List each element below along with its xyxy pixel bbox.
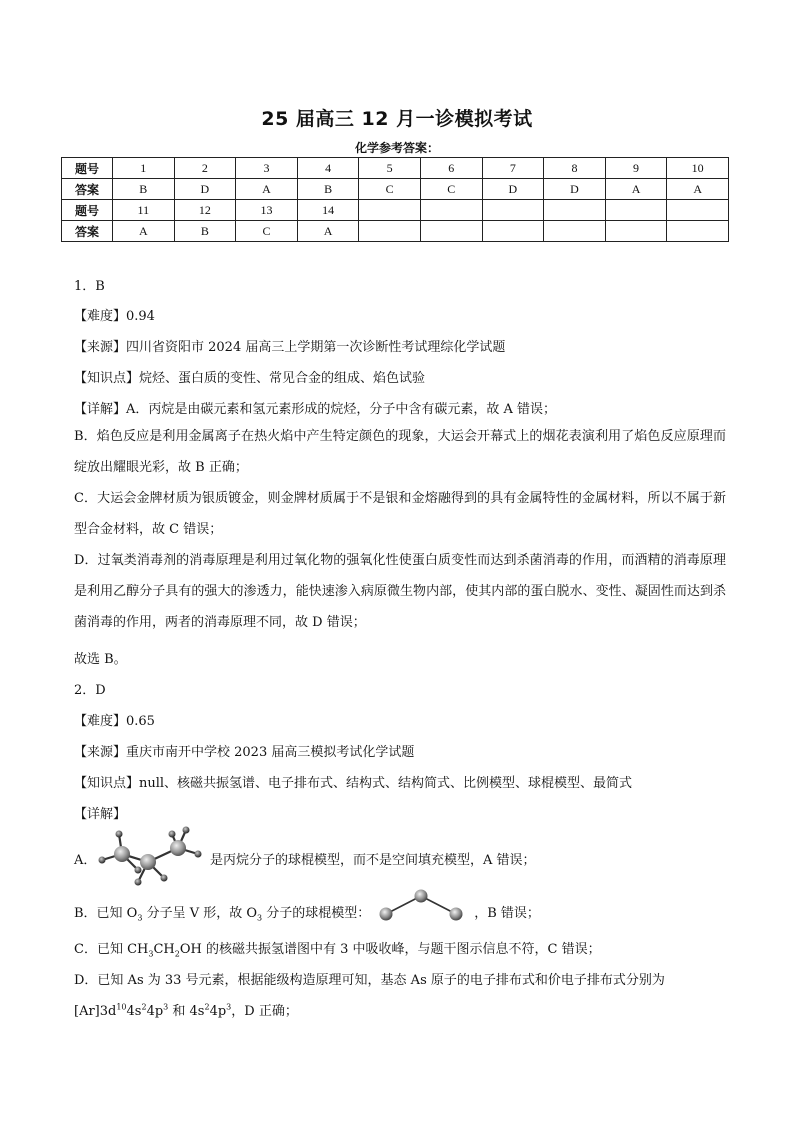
table-cell: A — [667, 179, 729, 200]
table-cell: 9 — [605, 158, 667, 179]
q2-c-text-3: OH 的核磁共振氢谱图中有 3 中吸收峰，与题干图示信息不符，C 错误； — [179, 942, 601, 957]
q1-knowledge: 【知识点】烷烃、蛋白质的变性、常见合金的组成、焰色试验 — [74, 371, 426, 386]
table-cell: 14 — [297, 200, 359, 221]
table-cell: B — [297, 179, 359, 200]
q1-detail-d: D．过氧类消毒剂的消毒原理是利用过氧化物的强氧化性使蛋白质变性而达到杀菌消毒的作用，而酒精的消毒原理是利用乙醇分子具有的强大的渗透力，能快速渗入病原微生物内部，使其内部的蛋白脱水、变性、凝固性而达到杀菌消毒的作用，两者的消毒原理不同，故 D 错误； — [74, 553, 726, 630]
table-cell — [420, 200, 482, 221]
answer-key-subtitle: 化学参考答案： — [354, 141, 439, 155]
table-cell: 11 — [113, 200, 175, 221]
d-config-sup: 2 — [141, 1002, 147, 1012]
table-cell — [359, 200, 421, 221]
q1-heading: 1．B — [74, 279, 105, 294]
d-config-part: 4s — [126, 1004, 142, 1019]
q1-conclusion: 故选 B。 — [74, 652, 127, 667]
table-row — [62, 179, 729, 200]
table-cell: 2 — [174, 158, 236, 179]
q2-b-sub-1: 3 — [137, 913, 143, 923]
q1-detail-b: B．焰色反应是利用金属离子在热火焰中产生特定颜色的现象，大运会开幕式上的烟花表演利用了焰色反应原理而绽放出耀眼光彩，故 B 正确； — [74, 429, 726, 475]
table-cell: A — [113, 221, 175, 242]
q2-b-text-4: ，B 错误； — [474, 906, 540, 921]
table-cell — [605, 200, 667, 221]
table-cell: B — [113, 179, 175, 200]
q1-detail-a: 【详解】A．丙烷是由碳元素和氢元素形成的烷烃，分子中含有碳元素，故 A 错误； — [74, 402, 557, 417]
q2-heading: 2．D — [74, 683, 106, 698]
q2-c-sub-1: 3 — [148, 949, 154, 959]
table-cell: C — [359, 179, 421, 200]
table-cell — [420, 221, 482, 242]
table-cell — [359, 221, 421, 242]
exam-title: 25 届高三 12 月一诊模拟考试 — [261, 108, 533, 130]
table-cell: A — [297, 221, 359, 242]
ozone-ball-and-stick-model — [374, 886, 470, 922]
row-label-question: 题号 — [62, 200, 113, 221]
table-cell — [667, 200, 729, 221]
d-config-sup: 10 — [116, 1002, 127, 1012]
q2-option-c — [74, 938, 726, 959]
d-config-sup: 3 — [226, 1002, 232, 1012]
table-cell: D — [174, 179, 236, 200]
table-cell: 12 — [174, 200, 236, 221]
propane-ball-and-stick-model — [92, 826, 210, 890]
table-cell: 6 — [420, 158, 482, 179]
d-config-sup: 3 — [163, 1002, 169, 1012]
q2-b-text-3: 分子的球棍模型： — [262, 906, 371, 921]
table-cell: 13 — [236, 200, 298, 221]
q2-option-d-line2 — [74, 1000, 726, 1019]
table-cell: 5 — [359, 158, 421, 179]
row-label-question: 题号 — [62, 158, 113, 179]
table-cell: A — [605, 179, 667, 200]
q2-source: 【来源】重庆市南开中学校 2023 届高三模拟考试化学试题 — [74, 745, 415, 760]
d-config-part: 4p — [146, 1004, 164, 1019]
table-row — [62, 158, 729, 179]
table-cell: 7 — [482, 158, 544, 179]
table-cell — [482, 221, 544, 242]
table-cell: B — [174, 221, 236, 242]
table-cell: 3 — [236, 158, 298, 179]
q2-option-a-prefix: A． — [74, 853, 97, 868]
table-row — [62, 221, 729, 242]
q1-source: 【来源】四川省资阳市 2024 届高三上学期第一次诊断性考试理综化学试题 — [74, 340, 506, 355]
q2-c-text-2: CH — [153, 942, 175, 957]
table-cell: D — [482, 179, 544, 200]
q2-option-a-text: 是丙烷分子的球棍模型，而不是空间填充模型，A 错误； — [210, 853, 536, 868]
row-label-answer: 答案 — [62, 221, 113, 242]
table-cell — [667, 221, 729, 242]
table-cell — [544, 221, 606, 242]
q2-knowledge: 【知识点】null、核磁共振氢谱、电子排布式、结构式、结构简式、比例模型、球棍模型、最简式 — [74, 776, 633, 791]
d-config-sup: 2 — [204, 1002, 210, 1012]
q2-c-sub-2: 2 — [174, 949, 180, 959]
table-cell: C — [420, 179, 482, 200]
q1-detail-c: C．大运会金牌材质为银质镀金，则金牌材质属于不是银和金熔融得到的具有金属特性的金属材料，所以不属于新型合金材料，故 C 错误； — [74, 491, 726, 537]
table-cell: 8 — [544, 158, 606, 179]
q2-b-text-2: 分子呈 V 形，故 O — [142, 906, 258, 921]
table-cell — [482, 200, 544, 221]
d-config-part: 和 4s — [168, 1004, 205, 1019]
table-cell — [605, 221, 667, 242]
q2-difficulty: 【难度】0.65 — [74, 714, 155, 729]
q2-option-d-line1: D．已知 As 为 33 号元素，根据能级构造原理可知，基态 As 原子的电子排布式和价电子排布式分别为 — [74, 973, 665, 988]
table-cell: D — [544, 179, 606, 200]
d-config-part: ，D 正确； — [231, 1004, 298, 1019]
d-config-part: 4p — [209, 1004, 227, 1019]
row-label-answer: 答案 — [62, 179, 113, 200]
table-cell: 4 — [297, 158, 359, 179]
q2-b-sub-2: 3 — [257, 913, 263, 923]
table-row — [62, 200, 729, 221]
table-cell: 1 — [113, 158, 175, 179]
q2-b-text-1: B．已知 O — [74, 906, 138, 921]
table-cell — [544, 200, 606, 221]
q2-detail-label: 【详解】 — [74, 807, 127, 822]
table-cell: A — [236, 179, 298, 200]
table-cell: C — [236, 221, 298, 242]
table-cell: 10 — [667, 158, 729, 179]
d-config-part: [Ar]3d — [74, 1004, 117, 1019]
q1-difficulty: 【难度】0.94 — [74, 309, 155, 324]
answer-table — [61, 157, 729, 242]
q2-c-text-1: C．已知 CH — [74, 942, 149, 957]
